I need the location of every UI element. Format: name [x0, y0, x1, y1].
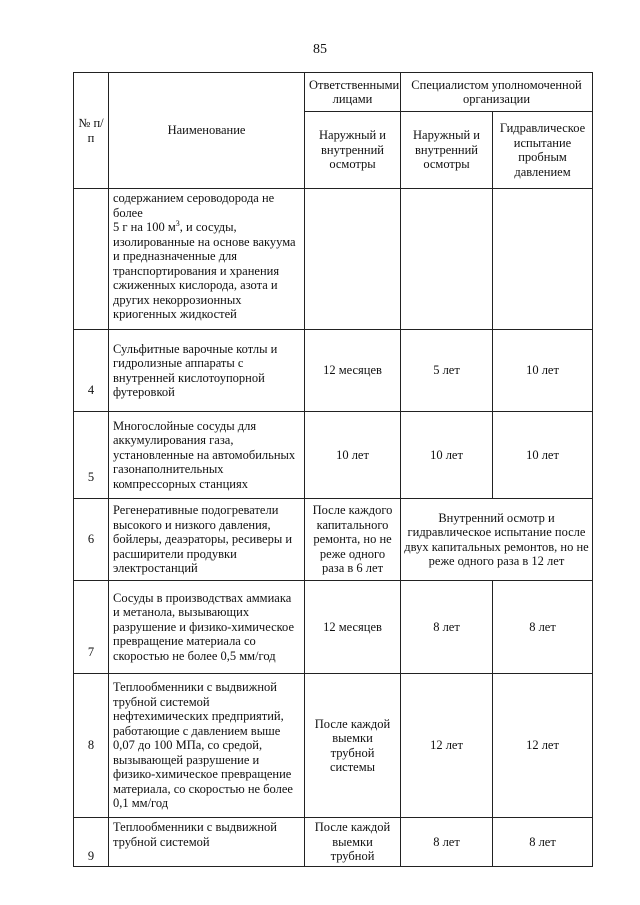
row-name-part: , и сосуды, изолированные на основе вакуума и предназначенные для транспортирования и хранения сжиженных кислорода, азота и других некоррозионных криогенных жидкостей [113, 220, 296, 321]
table-row [74, 499, 593, 581]
table-row [74, 189, 593, 330]
subheader-responsible-exam: Наружный и внутренний осмотры [305, 112, 401, 189]
row-responsible: 12 месяцев [305, 330, 401, 412]
table-header-row [74, 73, 593, 112]
row-name: Многослойные сосуды для аккумулирования газа, установленные на автомобильных газонаполнительных компрессорных станциях [109, 412, 305, 499]
table-row [74, 581, 593, 674]
table-row [74, 412, 593, 499]
header-specialist: Специалистом уполномоченной организации [401, 73, 593, 112]
row-responsible: После каждого капитального ремонта, но не реже одного раза в 6 лет [305, 499, 401, 581]
row-name-part: содержанием сероводорода не более [113, 191, 275, 220]
row-responsible: После каждой выемки трубной [305, 818, 401, 867]
row-name-superscript: 3 [175, 218, 180, 228]
table-row [74, 330, 593, 412]
row-specialist: 8 лет [401, 818, 493, 867]
row-num: 5 [74, 412, 109, 499]
row-name: Сосуды в производствах аммиака и метанола, вызывающих разрушение и физико-химическое превращение материала со скоростью не более 0,5 мм/год [109, 581, 305, 674]
row-name: Сульфитные варочные котлы и гидролизные аппараты с внутренней кислотоупорной футеровкой [109, 330, 305, 412]
table-row [74, 674, 593, 818]
row-num: 4 [74, 330, 109, 412]
row-hydraulic [493, 189, 593, 330]
row-specialist-merged: Внутренний осмотр и гидравлическое испытание после двух капитальных ремонтов, но не реже одного раза в 12 лет [401, 499, 593, 581]
row-hydraulic: 8 лет [493, 818, 593, 867]
header-num: № п/п [74, 73, 109, 189]
row-responsible: 10 лет [305, 412, 401, 499]
inspection-schedule-table [73, 72, 593, 867]
row-specialist: 12 лет [401, 674, 493, 818]
row-num [74, 189, 109, 330]
row-responsible: После каждой выемки трубной системы [305, 674, 401, 818]
subheader-hydraulic-test: Гидравлическое испытание пробным давлением [493, 112, 593, 189]
row-num: 9 [74, 818, 109, 867]
row-num: 7 [74, 581, 109, 674]
row-name [109, 189, 305, 330]
row-responsible [305, 189, 401, 330]
row-specialist [401, 189, 493, 330]
row-specialist: 5 лет [401, 330, 493, 412]
header-responsible: Ответственными лицами [305, 73, 401, 112]
row-name: Теплообменники с выдвижной трубной системой нефтехимических предприятий, работающие с давлением выше 0,07 до 100 МПа, со средой, вызывающей разрушение и физико-химическое превращение материала, со скоростью не более 0,1 мм/год [109, 674, 305, 818]
row-hydraulic: 8 лет [493, 581, 593, 674]
row-num: 8 [74, 674, 109, 818]
row-name-part: 5 г на 100 м [113, 220, 176, 234]
table-row [74, 818, 593, 867]
row-hydraulic: 10 лет [493, 412, 593, 499]
row-specialist: 10 лет [401, 412, 493, 499]
row-responsible: 12 месяцев [305, 581, 401, 674]
row-name: Теплообменники с выдвижной трубной системой [109, 818, 305, 867]
row-hydraulic: 10 лет [493, 330, 593, 412]
row-specialist: 8 лет [401, 581, 493, 674]
subheader-specialist-exam: Наружный и внутренний осмотры [401, 112, 493, 189]
row-num: 6 [74, 499, 109, 581]
page-number: 85 [313, 42, 327, 57]
header-name: Наименование [109, 73, 305, 189]
row-hydraulic: 12 лет [493, 674, 593, 818]
row-name: Регенеративные подогреватели высокого и низкого давления, бойлеры, деаэраторы, ресиверы и расширители продувки электростанций [109, 499, 305, 581]
